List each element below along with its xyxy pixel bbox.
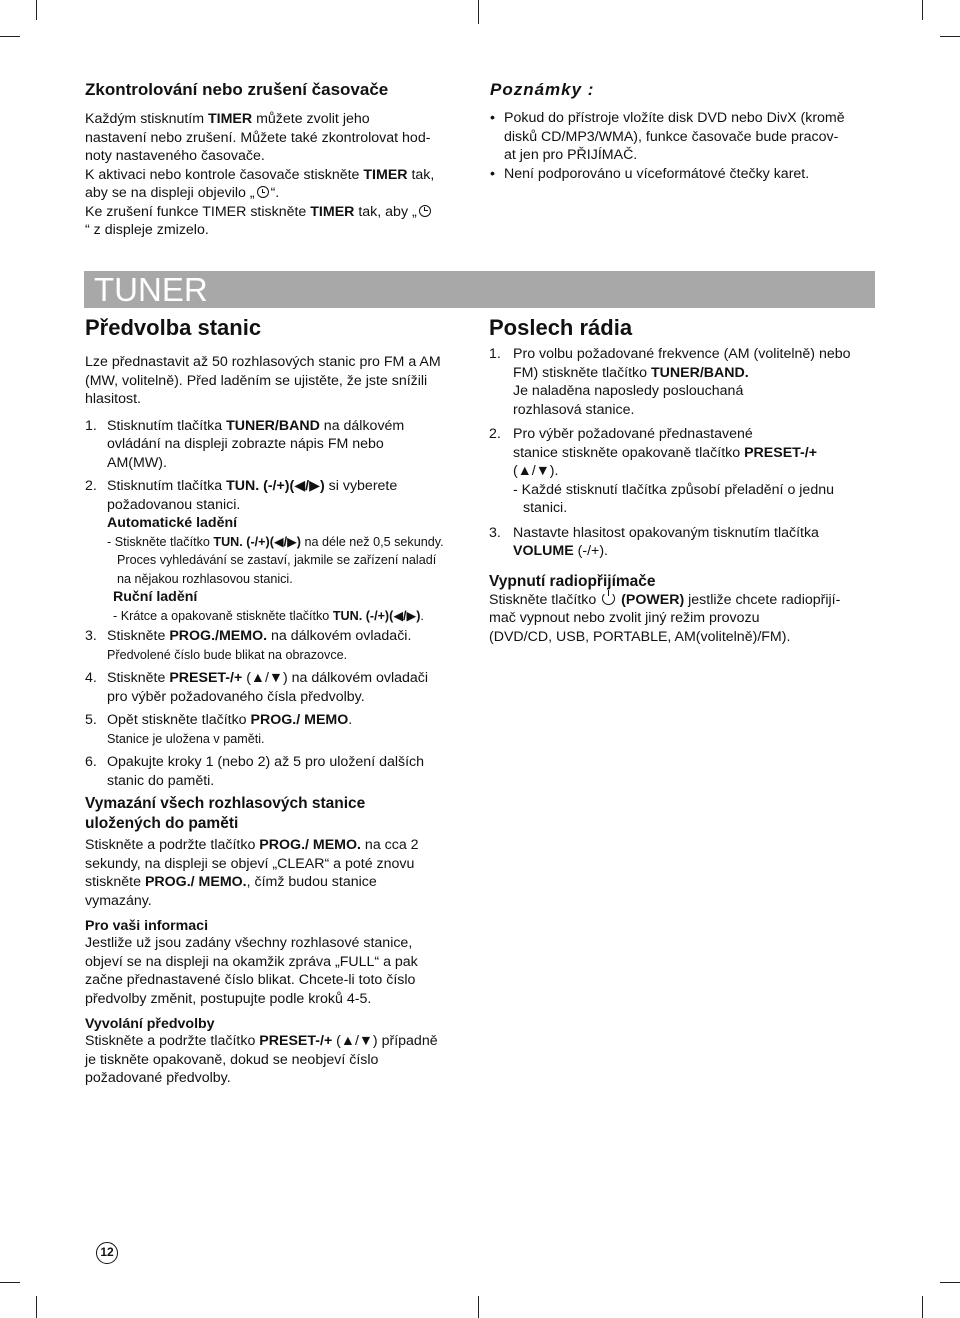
note-item: • Není podporováno u víceformátové čtečky karet. xyxy=(490,165,880,184)
crop-mark xyxy=(940,1282,960,1283)
preset-heading: Předvolba stanic xyxy=(85,315,262,340)
info-text: Jestliže už jsou zadány všechny rozhlasové stanice, objeví se na displeji na okamžik zpráva „FULL“ a pak začne přednastavené číslo blikat. Chcete-li toto číslo předvolby změnit, postupujte podle kroků 4-5. xyxy=(85,935,418,1007)
power-icon xyxy=(602,592,615,605)
erase-heading: Vymazání všech rozhlasových stanice uložených do paměti xyxy=(85,795,366,832)
recall-heading: Vyvolání předvolby xyxy=(85,1016,215,1032)
crop-mark xyxy=(36,0,37,20)
crop-mark xyxy=(940,36,960,37)
power-off-heading: Vypnutí radiopřijímače xyxy=(489,572,656,590)
crop-mark xyxy=(0,36,20,37)
crop-mark xyxy=(922,0,923,20)
page-number: 12 xyxy=(96,1242,118,1264)
listen-heading: Poslech rádia xyxy=(489,315,633,340)
recall-text: Stiskněte a podržte tlačítko PRESET-/+ (▲/▼) případně je tiskněte opakovaně, dokud se neobjeví číslo požadované předvolby. xyxy=(85,1033,438,1086)
preset-intro: Lze přednastavit až 50 rozhlasových stanic pro FM a AM (MW, volitelně). Před laděním se ujistěte, že jste snížili hlasitost. xyxy=(85,354,441,407)
crop-mark xyxy=(0,1282,20,1283)
listen-step-3: 3. Nastavte hlasitost opakovaným tisknutím tlačítka VOLUME (-/+). xyxy=(489,524,819,559)
listen-step-1: 1. Pro volbu požadované frekvence (AM (volitelně) nebo FM) stiskněte tlačítko TUNER/BAND. Je naladěna naposledy poslouchaná rozhlasová stanice. xyxy=(489,346,851,418)
info-heading: Pro vaši informaci xyxy=(85,918,209,934)
timer-section xyxy=(85,80,470,240)
crop-mark xyxy=(36,1296,37,1318)
listen-step-2: 2. Pro výběr požadované přednastavené stanice stiskněte opakovaně tlačítko PRESET-/+ (▲/▼). - Každé stisknutí tlačítka způsobí přeladění o jednu stanici. xyxy=(489,426,834,516)
notes-heading: Poznámky : xyxy=(490,80,595,99)
listen-section xyxy=(489,315,879,646)
crop-mark xyxy=(922,1296,923,1318)
notes-section xyxy=(490,80,880,183)
timer-heading: Zkontrolování nebo zrušení časovače xyxy=(85,80,389,99)
step-2: 2. Stisknutím tlačítka TUN. (-/+)(◀/▶) si vyberete požadovanou stanici. Automatické ladění - Stiskněte tlačítko TUN. (-/+)(◀/▶) na déle než 0,5 sekundy. Proces vyhledávání se zastaví, jakmile se zařízení naladí na nějakou rozhlasovou stanici. Ruční ladění - Krátce a opakovaně stiskněte tlačítko TUN. (-/+)(◀/▶). xyxy=(85,478,444,623)
erase-text: Stiskněte a podržte tlačítko PROG./ MEMO. na cca 2 sekundy, na displeji se objeví „CLEAR“ a poté znovu stiskněte PROG./ MEMO., čímž budou stanice vymazány. xyxy=(85,837,419,909)
step-1: 1. Stisknutím tlačítka TUNER/BAND na dálkovém ovládání na displeji zobrazte nápis FM nebo AM(MW). xyxy=(85,417,405,471)
step-4: 4. Stiskněte PRESET-/+ (▲/▼) na dálkovém ovladači pro výběr požadovaného čísla předvolby. xyxy=(85,670,429,705)
step-3: 3. Stiskněte PROG./MEMO. na dálkovém ovladači. Předvolené číslo bude blikat na obrazovce. xyxy=(85,628,412,662)
crop-mark xyxy=(478,1296,479,1318)
preset-section xyxy=(85,315,470,790)
clock-icon xyxy=(419,205,431,217)
crop-mark xyxy=(478,0,479,24)
auto-tuning-heading: Automatické ladění xyxy=(107,515,238,531)
manual-tuning-heading: Ruční ladění xyxy=(113,589,198,605)
step-5: 5. Opět stiskněte tlačítko PROG./ MEMO. Stanice je uložena v paměti. xyxy=(85,712,353,746)
timer-text: Každým stisknutím TIMER můžete zvolit jeho nastavení nebo zrušení. Můžete také zkontrolovat hod- noty nastaveného časovače. K aktivaci nebo kontrole časovače stiskněte TIMER tak, aby se na displeji objevilo „ “. Ke zrušení funkce TIMER stiskněte TIMER tak, aby „ “ z displeje zmizelo. xyxy=(85,111,435,238)
note-item: • Pokud do přístroje vložíte disk DVD nebo DivX (kromě disků CD/MP3/WMA), funkce časovače bude pracov- at jen pro PŘIJÍMAČ. xyxy=(490,109,880,165)
section-title-bar: TUNER xyxy=(84,271,875,308)
erase-section xyxy=(85,794,470,1088)
clock-icon xyxy=(257,186,269,198)
step-6: 6. Opakujte kroky 1 (nebo 2) až 5 pro uložení dalších stanic do paměti. xyxy=(85,754,425,789)
power-off-text: Stiskněte tlačítko (POWER) jestliže chcete radiopřijí- mač vypnout nebo zvolit jiný režim provozu (DVD/CD, USB, PORTABLE, AM(volitelně)/FM). xyxy=(489,591,841,645)
